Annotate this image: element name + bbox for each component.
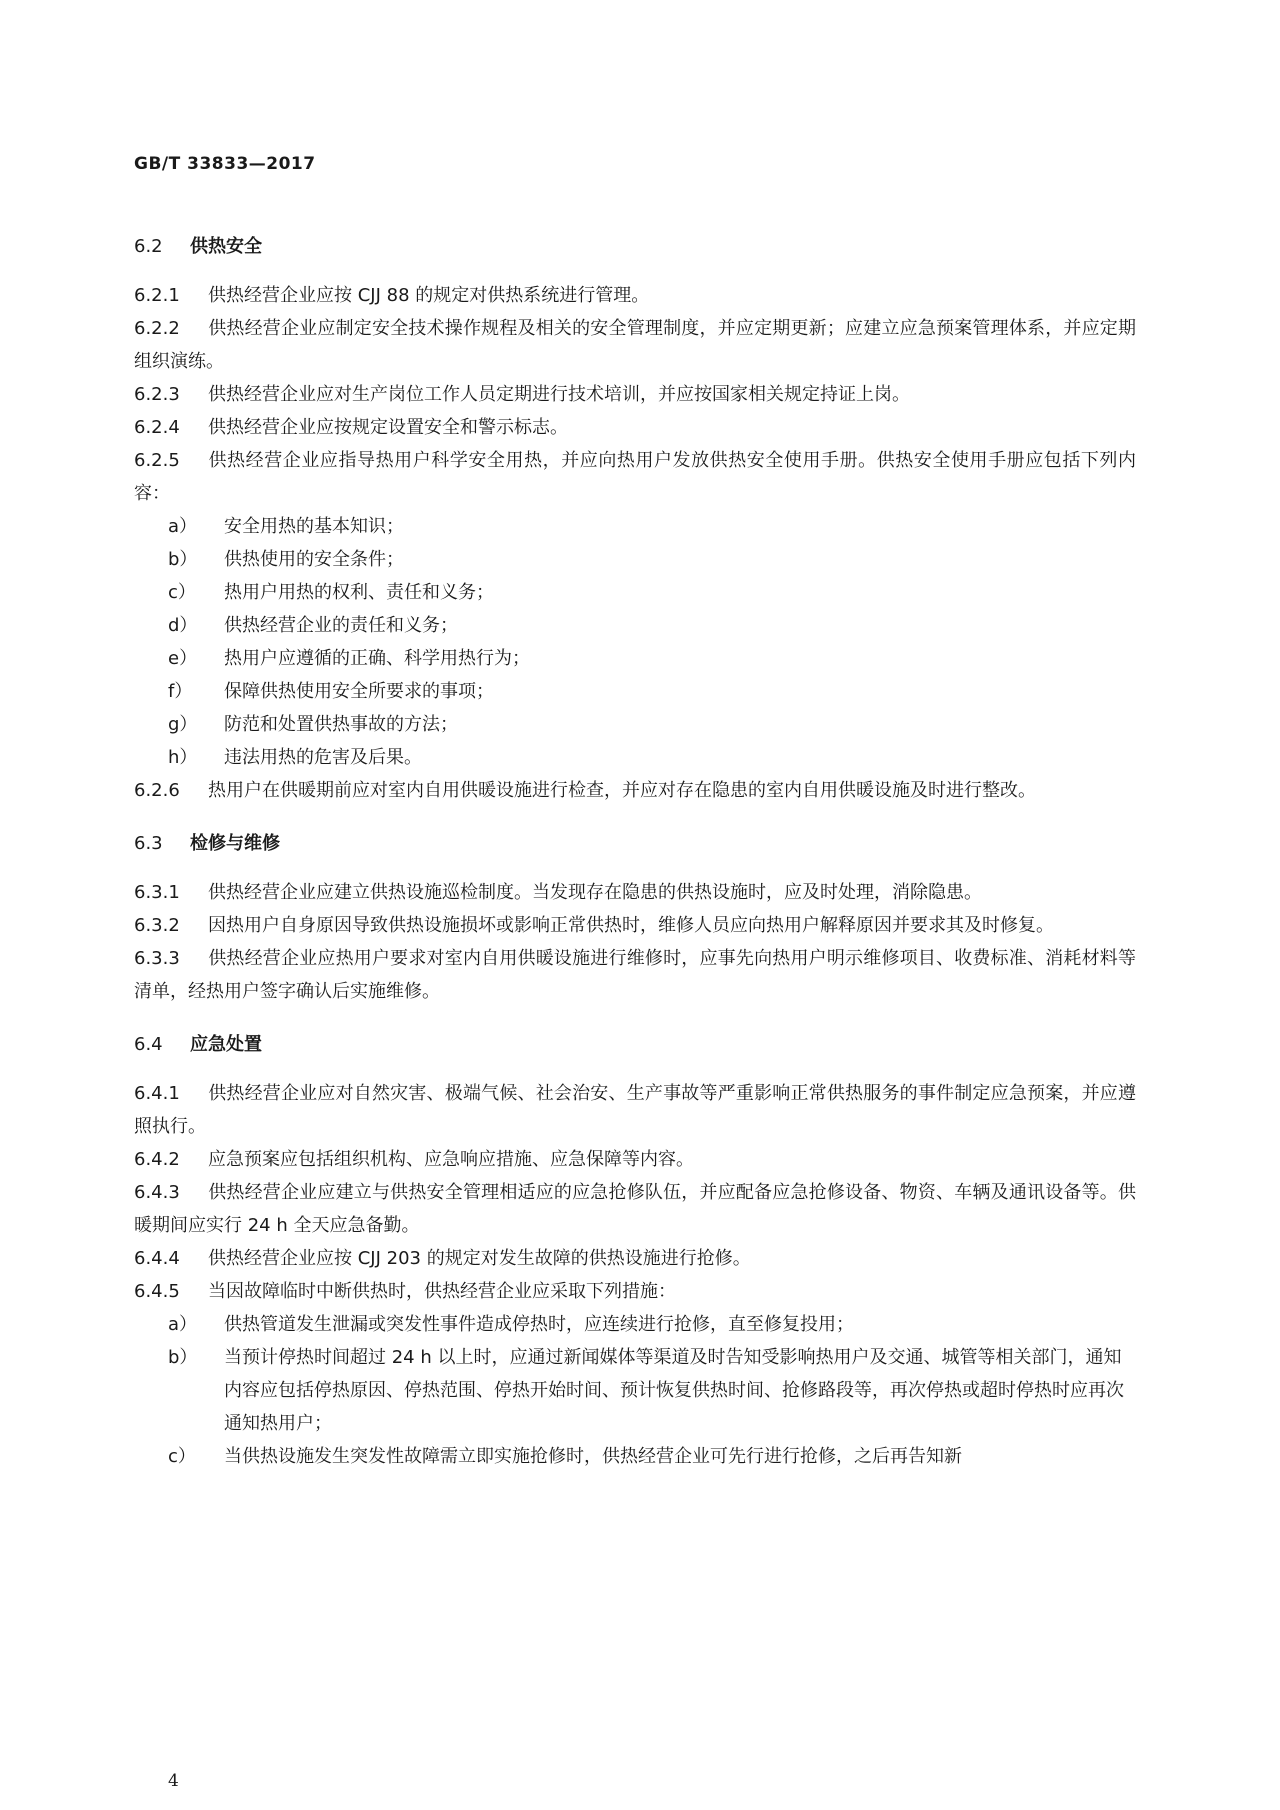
- list-item: [134, 576, 1136, 609]
- section-number: 6.4: [134, 1034, 163, 1055]
- clause-6-4-5: [134, 1275, 1136, 1308]
- clause-text: 供热经营企业应指导热用户科学安全用热，并应向热用户发放供热安全使用手册。供热安全使用手册应包括下列内容：: [134, 450, 1136, 504]
- section-number: 6.3: [134, 833, 163, 854]
- clause-6-2-3: [134, 378, 1136, 411]
- clause-number: 6.3.3: [134, 948, 180, 969]
- list-item-text: 供热管道发生泄漏或突发性事件造成停热时，应连续进行抢修，直至修复投用；: [224, 1314, 854, 1335]
- clause-6-4-2: [134, 1143, 1136, 1176]
- clause-6-2-6: [134, 774, 1136, 807]
- section-title-6-2: [134, 230, 1136, 263]
- list-item-text: 热用户应遵循的正确、科学用热行为；: [224, 648, 530, 669]
- clause-6-4-1: [134, 1077, 1136, 1143]
- list-item: [134, 675, 1136, 708]
- list-item: [134, 1308, 1136, 1341]
- clause-number: 6.3.1: [134, 882, 180, 903]
- clause-number: 6.2.5: [134, 450, 180, 471]
- section-heading: 供热安全: [190, 236, 262, 257]
- clause-text: 当因故障临时中断供热时，供热经营企业应采取下列措施：: [208, 1281, 676, 1302]
- clause-6-2-4: [134, 411, 1136, 444]
- list-item-label: h）: [168, 747, 198, 768]
- clause-text: 供热经营企业应建立与供热安全管理相适应的应急抢修队伍，并应配备应急抢修设备、物资、车辆及通讯设备等。供暖期间应实行 24 h 全天应急备勤。: [134, 1182, 1136, 1236]
- clause-text: 因热用户自身原因导致供热设施损坏或影响正常供热时，维修人员应向热用户解释原因并要求其及时修复。: [208, 915, 1054, 936]
- clause-6-2-1: [134, 279, 1136, 312]
- clause-number: 6.2.2: [134, 318, 180, 339]
- clause-6-2-2: [134, 312, 1136, 378]
- clause-6-2-5: [134, 444, 1136, 510]
- page-number: 4: [168, 1771, 179, 1791]
- clause-text: 供热经营企业应热用户要求对室内自用供暖设施进行维修时，应事先向热用户明示维修项目、收费标准、消耗材料等清单，经热用户签字确认后实施维修。: [134, 948, 1136, 1002]
- clause-number: 6.4.2: [134, 1149, 180, 1170]
- section-heading: 应急处置: [190, 1034, 262, 1055]
- clause-text: 应急预案应包括组织机构、应急响应措施、应急保障等内容。: [208, 1149, 694, 1170]
- section-number: 6.2: [134, 236, 163, 257]
- clause-text: 供热经营企业应对生产岗位工作人员定期进行技术培训，并应按国家相关规定持证上岗。: [208, 384, 910, 405]
- list-item-text: 当供热设施发生突发性故障需立即实施抢修时，供热经营企业可先行进行抢修，之后再告知新: [224, 1446, 962, 1467]
- standard-header: GB/T 33833—2017: [134, 154, 316, 174]
- section-title-6-4: [134, 1028, 1136, 1061]
- clause-text: 供热经营企业应按 CJJ 203 的规定对发生故障的供热设施进行抢修。: [208, 1248, 751, 1269]
- list-item: [134, 510, 1136, 543]
- clause-number: 6.4.5: [134, 1281, 180, 1302]
- list-item: [134, 741, 1136, 774]
- list-item-label: a）: [168, 516, 198, 537]
- clause-6-3-2: [134, 909, 1136, 942]
- clause-text: 热用户在供暖期前应对室内自用供暖设施进行检查，并应对存在隐患的室内自用供暖设施及时进行整改。: [208, 780, 1036, 801]
- clause-text: 供热经营企业应对自然灾害、极端气候、社会治安、生产事故等严重影响正常供热服务的事件制定应急预案，并应遵照执行。: [134, 1083, 1136, 1137]
- clause-6-3-1: [134, 876, 1136, 909]
- section-title-6-3: [134, 827, 1136, 860]
- page-content: [134, 230, 1136, 1473]
- list-item-text: 热用户用热的权利、责任和义务；: [224, 582, 494, 603]
- list-item-label: b）: [168, 1347, 198, 1368]
- clause-number: 6.4.1: [134, 1083, 180, 1104]
- list-item-label: e）: [168, 648, 198, 669]
- clause-number: 6.4.3: [134, 1182, 180, 1203]
- clause-number: 6.2.6: [134, 780, 180, 801]
- clause-number: 6.2.4: [134, 417, 180, 438]
- list-item-text: 保障供热使用安全所要求的事项；: [224, 681, 494, 702]
- list-item-text: 安全用热的基本知识；: [224, 516, 404, 537]
- list-item-text: 防范和处置供热事故的方法；: [224, 714, 458, 735]
- list-item-label: a）: [168, 1314, 198, 1335]
- list-item-label: c）: [168, 582, 196, 603]
- list-item: [134, 708, 1136, 741]
- clause-6-4-4: [134, 1242, 1136, 1275]
- clause-number: 6.3.2: [134, 915, 180, 936]
- clause-6-3-3: [134, 942, 1136, 1008]
- list-item-label: c）: [168, 1446, 196, 1467]
- clause-number: 6.2.3: [134, 384, 180, 405]
- clause-text: 供热经营企业应按规定设置安全和警示标志。: [208, 417, 568, 438]
- list-item-label: f）: [168, 681, 193, 702]
- list-item-text: 供热使用的安全条件；: [224, 549, 404, 570]
- list-item-text: 当预计停热时间超过 24 h 以上时，应通过新闻媒体等渠道及时告知受影响热用户及交通、城管等相关部门，通知内容应包括停热原因、停热范围、停热开始时间、预计恢复供热时间、抢修路段等，再次停热或超时停热时应再次通知热用户；: [224, 1347, 1124, 1434]
- clause-text: 供热经营企业应建立供热设施巡检制度。当发现存在隐患的供热设施时，应及时处理，消除隐患。: [208, 882, 982, 903]
- list-item: [134, 642, 1136, 675]
- clause-6-4-3: [134, 1176, 1136, 1242]
- list-item: [134, 1440, 1136, 1473]
- list-item: [134, 1341, 1136, 1440]
- clause-text: 供热经营企业应制定安全技术操作规程及相关的安全管理制度，并应定期更新；应建立应急预案管理体系，并应定期组织演练。: [134, 318, 1136, 372]
- section-heading: 检修与维修: [190, 833, 280, 854]
- list-item: [134, 543, 1136, 576]
- list-item-label: d）: [168, 615, 198, 636]
- clause-text: 供热经营企业应按 CJJ 88 的规定对供热系统进行管理。: [208, 285, 650, 306]
- list-item-text: 供热经营企业的责任和义务；: [224, 615, 458, 636]
- list-item: [134, 609, 1136, 642]
- clause-number: 6.2.1: [134, 285, 180, 306]
- clause-number: 6.4.4: [134, 1248, 180, 1269]
- list-item-label: b）: [168, 549, 198, 570]
- list-item-label: g）: [168, 714, 198, 735]
- list-item-text: 违法用热的危害及后果。: [224, 747, 422, 768]
